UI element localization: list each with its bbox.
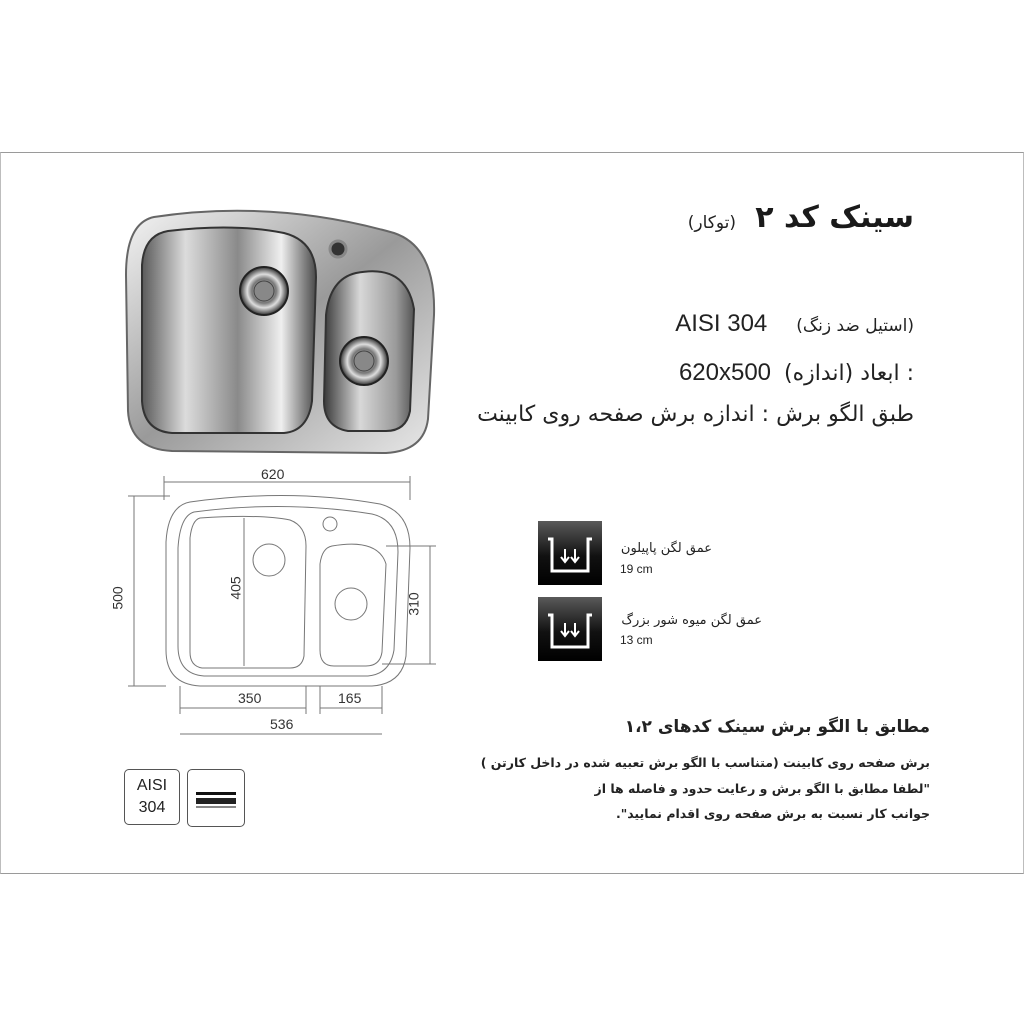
cut-note: طبق الگو برش : اندازه برش صفحه روی کابینت <box>477 402 914 427</box>
dimension-drawing <box>110 460 440 740</box>
depth-value-2: 13 cm <box>620 633 653 647</box>
thickness-badge <box>187 769 245 827</box>
left-bowl-outline <box>190 516 306 668</box>
dim-width: 620 <box>261 466 285 482</box>
depth-label-2: عمق لگن میوه شور بزرگ <box>621 613 762 628</box>
depth-label-1: عمق لگن پاپیلون <box>620 541 712 556</box>
tap-hole-outline <box>323 517 337 531</box>
notes-line-3: جوانب کار نسبت به برش صفحه روی اقدام نمایید". <box>615 806 930 821</box>
aisi-badge <box>124 769 180 825</box>
dim-height: 500 <box>109 586 126 610</box>
product-title: سینک کد ۲ <box>755 200 914 235</box>
fruit-bowl-depth-icon <box>538 597 602 661</box>
depth-value-1: 19 cm <box>620 562 653 576</box>
material-desc: (استیل ضد زنگ) <box>796 316 914 336</box>
sink-outline <box>166 495 410 686</box>
notes-line-1: برش صفحه روی کابینت (متناسب با الگو برش تعبیه شده در داخل کارتن ) <box>480 755 930 770</box>
size-spec <box>679 359 914 387</box>
right-drain-outline <box>335 588 367 620</box>
notes-line-2: "لطفا مطابق با الگو برش و رعایت حدود و فاصله ها از <box>594 781 930 796</box>
material-spec <box>675 310 914 338</box>
dim-right-bowl-depth: 310 <box>405 592 422 616</box>
dim-left-bowl-depth: 405 <box>227 576 244 600</box>
right-bowl-outline <box>320 544 386 666</box>
aisi-badge-line2: 304 <box>138 799 166 816</box>
product-subtitle: (توکار) <box>687 213 736 233</box>
size-value: 620x500 <box>678 359 772 386</box>
notes-heading: مطابق با الگو برش سینک کدهای ۱،۲ <box>624 717 930 737</box>
aisi-badge-line1: AISI <box>136 777 168 794</box>
material-name: AISI 304 <box>675 310 768 337</box>
dim-right-bowl-width: 165 <box>338 690 362 706</box>
dim-inner-width: 536 <box>270 716 294 732</box>
sink-inner-outline <box>178 506 398 676</box>
dim-left-bowl-width: 350 <box>238 690 262 706</box>
left-drain-outline <box>253 544 285 576</box>
thickness-icon <box>188 770 244 826</box>
size-label: ابعاد (اندازه) : <box>784 361 914 386</box>
sink-photo <box>124 205 442 457</box>
bowl-depth-icon <box>538 521 602 585</box>
